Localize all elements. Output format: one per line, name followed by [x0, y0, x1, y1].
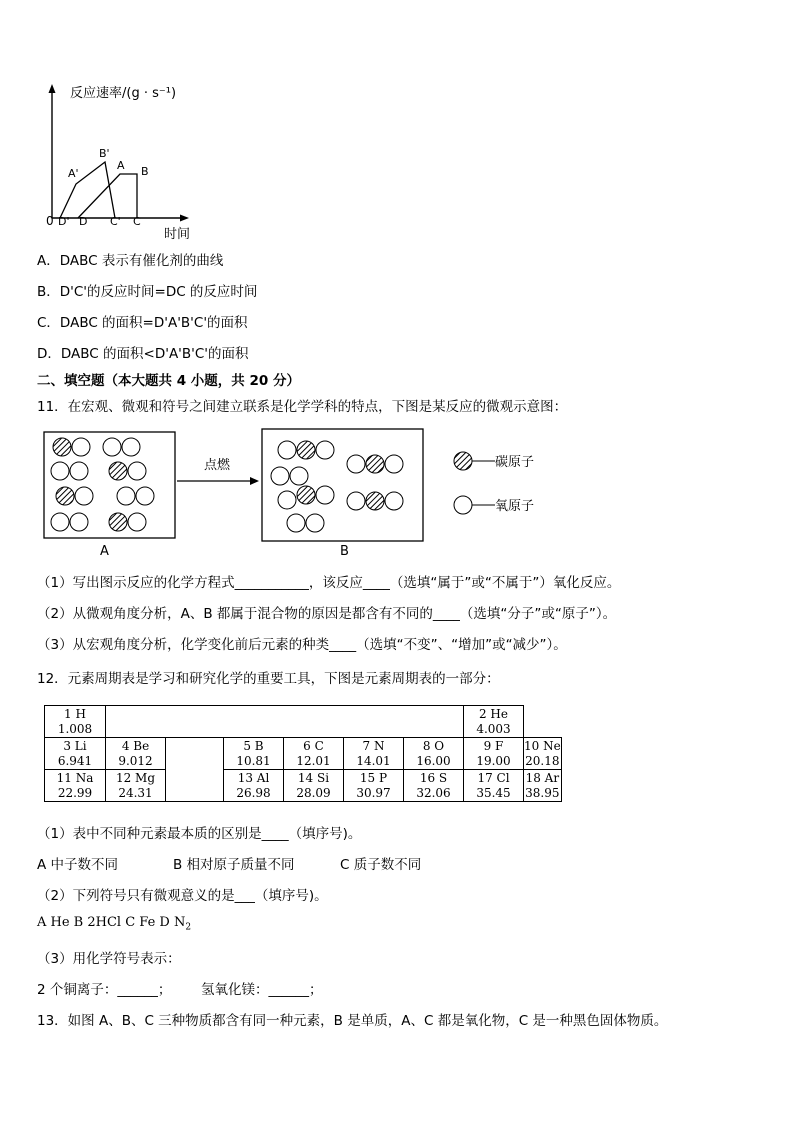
cell-mg [106, 770, 166, 802]
cell-symbol: 17 Cl [477, 770, 510, 785]
cell-symbol: 4 Be [121, 738, 150, 753]
label-b-prime: B' [99, 147, 110, 160]
cell-mass: 24.31 [118, 785, 153, 800]
cell-symbol: 9 F [483, 738, 504, 753]
cell-ne [524, 738, 562, 770]
cell-mass: 10.81 [236, 753, 271, 768]
rate-time-graph [40, 78, 200, 243]
cell-he [464, 706, 524, 738]
cell-cl [464, 770, 524, 802]
option-c: C．DABC 的面积=D'A'B'C'的面积 [37, 315, 248, 331]
legend-carbon-atom [454, 452, 472, 470]
cell-o [404, 738, 464, 770]
cell-f [464, 738, 524, 770]
q11-stem: 11．在宏观、微观和符号之间建立联系是化学学科的特点，下图是某反应的微观示意图： [37, 399, 568, 415]
label-d-prime: D' [58, 215, 70, 228]
cell-symbol: 8 O [422, 738, 445, 753]
cell-mass: 16.00 [416, 753, 451, 768]
cell-mass: 32.06 [416, 785, 451, 800]
q12-sub1-option-a: A 中子数不同 [37, 857, 119, 873]
q12-sub2-subscript: 2 [185, 922, 192, 933]
cell-symbol: 11 Na [56, 770, 94, 785]
transition-gap [166, 738, 224, 802]
q11-sub2: （2）从微观角度分析，A、B 都属于混合物的原因是都含有不同的____（选填“分子”或“原子”）。 [37, 606, 617, 622]
box-b-label: B [340, 544, 349, 559]
cell-n [344, 738, 404, 770]
cell-symbol: 1 H [64, 706, 86, 721]
cell-symbol: 2 He [478, 706, 508, 721]
q12-sub2-options [37, 915, 191, 933]
option-a: A．DABC 表示有催化剂的曲线 [37, 253, 224, 269]
q12-sub1: （1）表中不同种元素最本质的区别是____（填序号)。 [37, 826, 362, 842]
section-title: 二、填空题（本大题共 4 小题，共 20 分） [37, 373, 300, 389]
cell-symbol: 6 C [303, 738, 324, 753]
cell-b [224, 738, 284, 770]
label-a: A [117, 159, 125, 172]
cell-mass: 38.95 [525, 785, 560, 800]
legend-oxygen-label: 氧原子 [495, 499, 535, 514]
box-a-label: A [100, 544, 109, 559]
periodic-table [44, 705, 562, 802]
cell-mass: 30.97 [356, 785, 391, 800]
y-axis-label: 反应速率/(g · s⁻¹) [70, 86, 177, 101]
cell-mass: 19.00 [476, 753, 511, 768]
cell-symbol: 18 Ar [525, 770, 560, 785]
cell-h [45, 706, 106, 738]
box-a-molecules [51, 438, 154, 531]
cell-symbol: 7 N [362, 738, 385, 753]
label-c-prime: C' [110, 215, 121, 228]
cell-mass: 4.003 [476, 721, 511, 736]
q11-micro-diagram [40, 425, 560, 560]
cell-na [45, 770, 106, 802]
label-c: C [133, 215, 141, 228]
cell-symbol: 10 Ne [524, 738, 561, 753]
label-a-prime: A' [68, 167, 79, 180]
cell-symbol: 13 Al [237, 770, 270, 785]
label-origin: 0 [46, 214, 54, 228]
cell-si [284, 770, 344, 802]
cell-be [106, 738, 166, 770]
legend [454, 452, 534, 514]
legend-carbon-label: 碳原子 [495, 455, 535, 470]
x-axis-label: 时间 [164, 227, 191, 242]
cell-ar [524, 770, 562, 802]
cell-mass: 14.01 [356, 753, 391, 768]
q12-sub3-magnesium-hydroxide: 氢氧化镁：______； [201, 982, 323, 998]
cell-c [284, 738, 344, 770]
curve-dabc [78, 174, 137, 218]
cell-symbol: 14 Si [297, 770, 330, 785]
cell-mass: 1.008 [57, 721, 93, 736]
cell-symbol: 12 Mg [115, 770, 156, 785]
cell-mass: 26.98 [236, 785, 271, 800]
q12-stem: 12．元素周期表是学习和研究化学的重要工具，下图是元素周期表的一部分： [37, 671, 500, 687]
cell-mass: 6.941 [57, 753, 93, 768]
q12-sub1-option-b: B 相对原子质量不同 [173, 857, 295, 873]
cell-symbol: 15 P [359, 770, 388, 785]
q13-stem: 13．如图 A、B、C 三种物质都含有同一种元素，B 是单质，A、C 都是氧化物，C 是一种黑色固体物质。 [37, 1013, 668, 1029]
legend-oxygen-atom [454, 496, 472, 514]
cell-symbol: 16 S [419, 770, 448, 785]
option-d: D．DABC 的面积<D'A'B'C'的面积 [37, 346, 249, 362]
q12-sub3-copper-ion: 2 个铜离子：______； [37, 982, 172, 998]
cell-mass: 28.09 [296, 785, 331, 800]
cell-symbol: 3 Li [63, 738, 87, 753]
q11-sub3: （3）从宏观角度分析，化学变化前后元素的种类____（选填“不变”、“增加”或“减少”）。 [37, 637, 567, 653]
cell-al [224, 770, 284, 802]
table-gap-row1 [106, 706, 464, 738]
box-b-molecules [271, 441, 403, 532]
cell-li [45, 738, 106, 770]
cell-mass: 22.99 [57, 785, 93, 800]
q12-sub2-options-text: A He B 2HCl C Fe D N [37, 915, 186, 930]
cell-mass: 9.012 [118, 753, 153, 768]
q11-sub1: （1）写出图示反应的化学方程式___________，该反应____（选填“属于”或“不属于”）氧化反应。 [37, 575, 621, 591]
cell-p [344, 770, 404, 802]
y-axis-arrow [49, 84, 56, 93]
cell-s [404, 770, 464, 802]
label-d: D [79, 215, 88, 228]
cell-mass: 12.01 [296, 753, 331, 768]
q12-sub1-option-c: C 质子数不同 [340, 857, 422, 873]
reaction-arrowhead [250, 477, 259, 485]
x-axis-arrow [180, 215, 189, 222]
cell-symbol: 5 B [243, 738, 264, 753]
cell-mass: 35.45 [476, 785, 511, 800]
label-b: B [141, 165, 149, 178]
q12-sub3: （3）用化学符号表示： [37, 951, 181, 967]
cell-mass: 20.18 [525, 753, 560, 768]
q12-sub2: （2）下列符号只有微观意义的是___（填序号)。 [37, 888, 328, 904]
arrow-label: 点燃 [204, 458, 231, 473]
option-b: B．D'C'的反应时间=DC 的反应时间 [37, 284, 258, 300]
